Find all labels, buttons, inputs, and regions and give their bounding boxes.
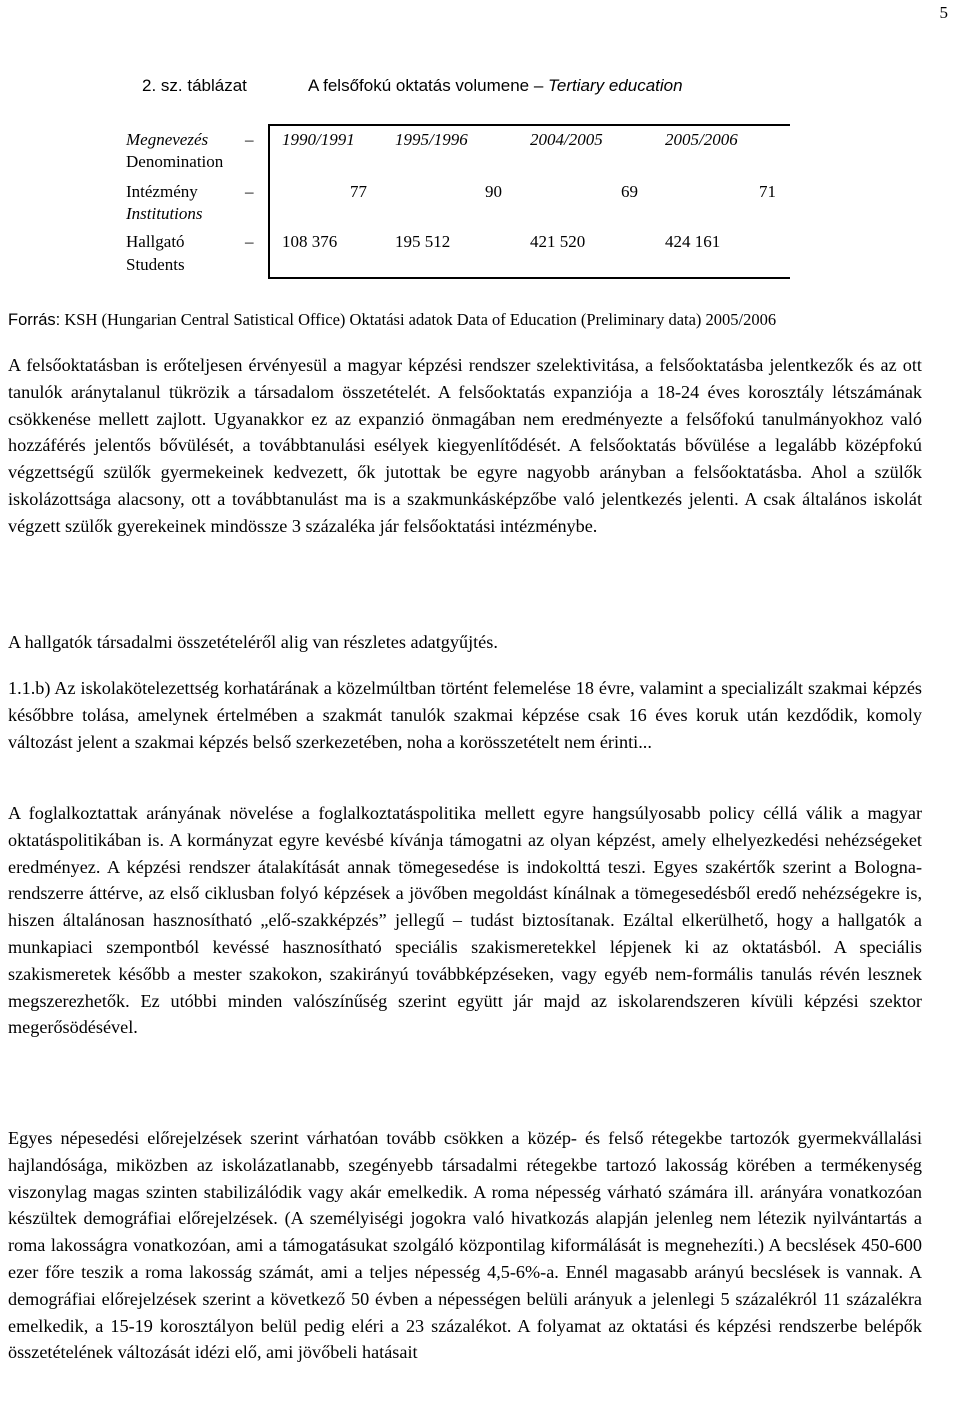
row-label-students-en: Students (126, 255, 185, 274)
table-cell: 90 (485, 182, 502, 201)
table-cell: 71 (759, 182, 776, 201)
row-header-label-en: Denomination (126, 152, 224, 171)
caption-title-en: Tertiary education (548, 76, 683, 95)
row-label-institutions: Intézmény (126, 182, 198, 201)
year-header: 2005/2006 (665, 130, 738, 149)
caption-title: A felsőfokú oktatás volumene – Tertiary education (308, 76, 683, 95)
year-header: 1995/1996 (395, 130, 468, 149)
year-header: 1990/1991 (282, 130, 355, 149)
source-label: Forrás: (8, 311, 61, 329)
year-header: 2004/2005 (530, 130, 603, 149)
table-cell: 424 161 (665, 232, 721, 251)
table-cell: 195 512 (395, 232, 451, 251)
body-paragraph: A felsőoktatásban is erőteljesen érvényesül a magyar képzési rendszer szelektivitása, a felsőoktatásba jelentkezők és az ott tanulók aránytalanul tükrözik a társadalom összetételét. A felsőoktatás expanziója a 18-24 éves korosztály létszámának csökkenése mellett zajlott. Ugyanakkor ez az expanzió önmagában nem eredményezte a felsőfokú tanulmányokhoz való hozzáférés jelentős bővülését, a továbbtanulási esélyek kiegyenlítődését. A felsőoktatás bővülése a legalább középfokú végzettségű szülők gyermekeinek kedvezett, ők jutottak be egyre nagyobb arányban a felsőoktatásba. Ahol a szülők iskolázottsága alacsony, ott a továbbtanulást ma is a szakmunkásképzőbe való jelentkezés jelenti. A csak általános iskolát végzett szülők gyerekeinek mindössze 3 százaléka jár felsőoktatási intézménybe. (8, 355, 922, 536)
row-dash: – (245, 232, 254, 251)
body-paragraph: 1.1.b) Az iskolakötelezettség korhatárának a közelmúltban történt felemelése 18 évre, valamint a specializált szakmai képzés későbbre tolása, amelynek értelmében a szakmát tanulók szakmai képzése csak 16 éves koruk után kezdődik, komoly változást jelent a szakmai képzés belső szerkezetében, noha a korösszetételt nem érinti... (8, 678, 922, 752)
table-bottom-rule (268, 277, 790, 279)
body-paragraph: A hallgatók társadalmi összetételéről alig van részletes adatgyűjtés. (8, 632, 498, 652)
row-header-dash: – (245, 130, 254, 149)
table-top-rule (268, 124, 790, 126)
table-cell: 421 520 (530, 232, 586, 251)
caption-title-hu: A felsőfokú oktatás volumene (308, 76, 530, 95)
table-left-rule (268, 124, 270, 279)
body-paragraph: A foglalkoztattak arányának növelése a foglalkoztatáspolitika mellett egyre hangsúlyosabb policy céllá válik a magyar oktatáspolitikában is. A kormányzat egyre kevésbé kívánja támogatni az olyan képzést, amely elhelyezkedési nehézségeket eredményez. A képzési rendszer átalakítását annak tömegesedése is indokolttá teszi. Egyes szakértők szerint a Bologna-rendszerre áttérve, az első ciklusban folyó képzések a jövőben megoldást kínálnak a tömegesedésből eredő nehézségekre is, hiszen általánosan hasznosítható „elő-szakképzés” jellegű – tudást biztosítanak. Ezáltal elkerülhető, hogy a hallgatók a munkapiaci szempontból kevéssé hasznosítható speciális szakismeretekkel lépjenek ki az oktatásból. A speciális szakismeretek később a mester szakokon, szakirányú továbbképzéseken, vagy egyéb nem-formális tanulás révén lesznek megszerezhetők. Ez utóbbi minden valószínűség szerint együtt jár majd az iskolarendszeren kívüli képzési szektor megerősödésével. (8, 803, 922, 1038)
source-text: KSH (Hungarian Central Satistical Office) Oktatási adatok Data of Education (Preliminary data) 2005/2006 (64, 310, 777, 329)
row-label-institutions-en: Institutions (126, 204, 203, 223)
table-source-note (8, 309, 928, 331)
row-label-students: Hallgató (126, 232, 185, 251)
table-cell: 77 (350, 182, 367, 201)
row-dash: – (245, 182, 254, 201)
table-caption (142, 76, 683, 96)
table-cell: 69 (621, 182, 638, 201)
table-cell: 108 376 (282, 232, 338, 251)
page-number: 5 (939, 3, 948, 22)
caption-label: 2. sz. táblázat (142, 76, 247, 95)
body-paragraph: Egyes népesedési előrejelzések szerint várhatóan tovább csökken a közép- és felső rétegekbe tartozók gyermekvállalási hajlandósága, miközben az iskolázatlanabb, szegényebb társadalmi rétegekbe tartozó lakosság körében a termékenység viszonylag magas szinten stabilizálódik vagy akár emelkedik. A roma népesség várható számára ill. arányára vonatkozóan készültek demográfiai előrejelzések. (A személyiségi jogokra való hivatkozás alapján jelenleg nem létezik nyilvántartás a roma lakosságra vonatkozóan, ami a támogatásukat szolgáló központilag kiformálását is megnehezíti.) A becslések 450-600 ezer főre teszik a roma lakosság számát, ami a teljes népesség 4,5-6%-a. Ennél magasabb arányú becslések is vannak. A demográfiai előrejelzések szerint a következő 50 évben a népességen belüli arányuk a jelenlegi 5 százalékról 11 százalékra emelkedik, a 15-19 korosztályon belül pedig eléri a 23 százalékot. A folyamat az oktatási és képzési rendszerbe belépők összetételének változását idézi elő, ami jövőbeli hatásait (8, 1128, 922, 1363)
row-header-label: Megnevezés (126, 130, 209, 149)
